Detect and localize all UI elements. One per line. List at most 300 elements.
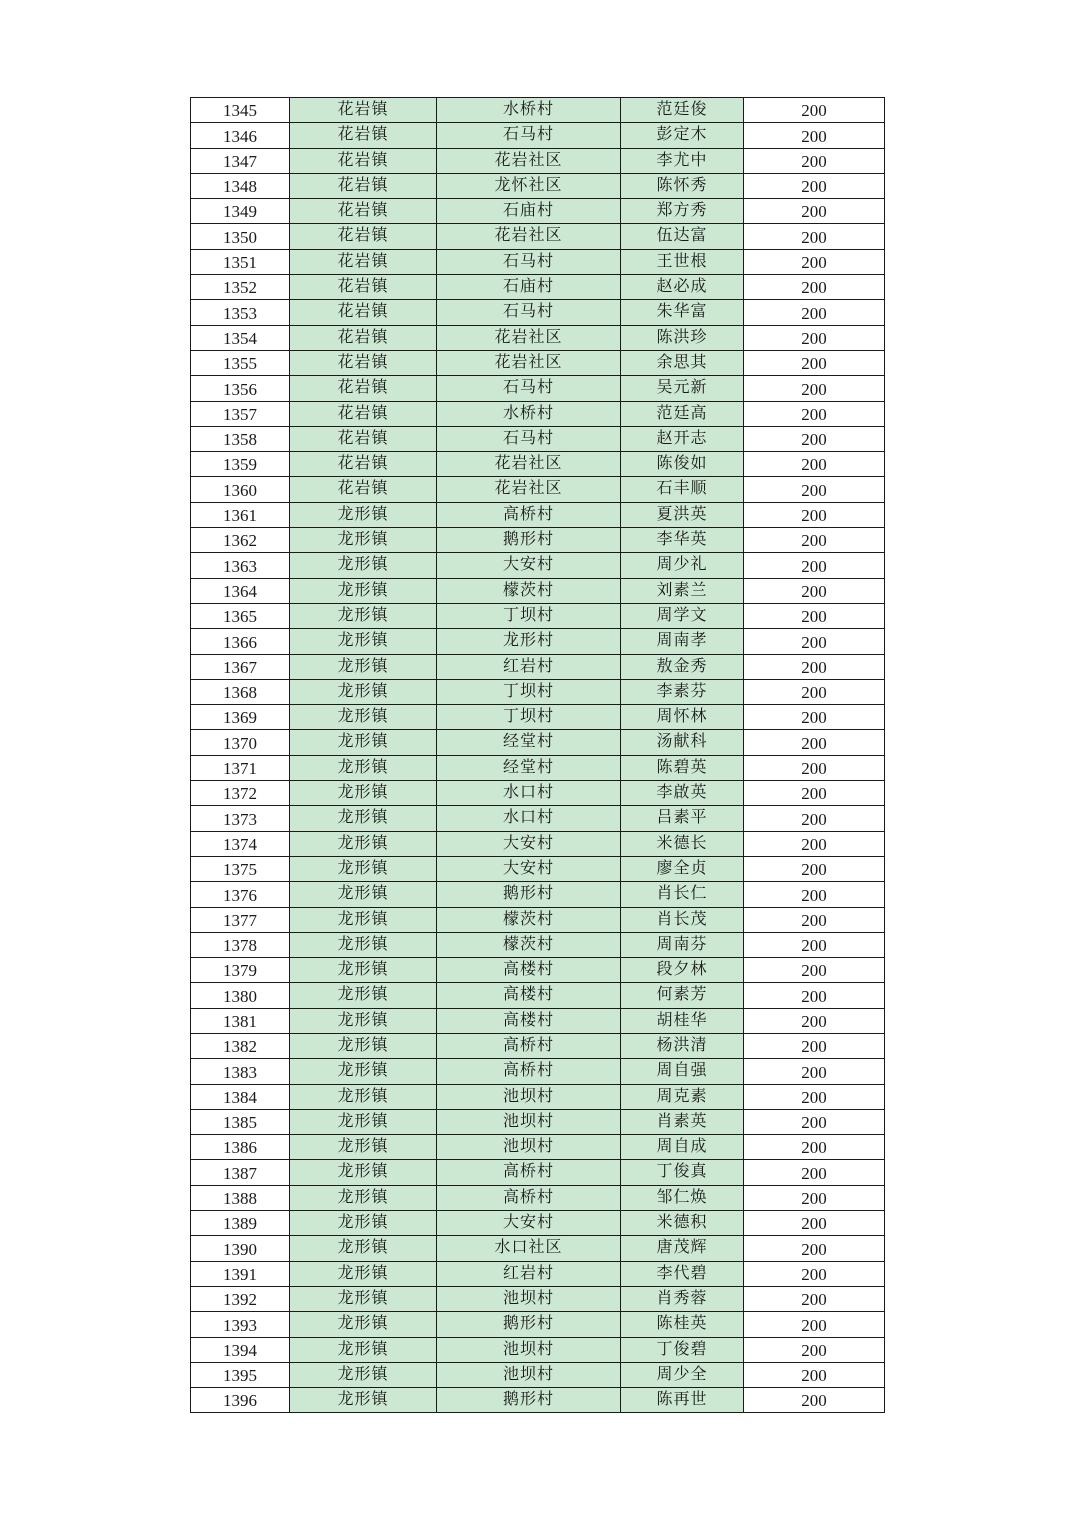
cell-amount: 200: [744, 831, 885, 856]
cell-amount: 200: [744, 1160, 885, 1185]
cell-number: 1367: [191, 654, 290, 679]
cell-number: 1394: [191, 1337, 290, 1362]
cell-amount: 200: [744, 224, 885, 249]
cell-number: 1351: [191, 249, 290, 274]
cell-village: 石马村: [437, 123, 621, 148]
cell-number: 1392: [191, 1286, 290, 1311]
table-row: [191, 148, 885, 173]
cell-village: 石马村: [437, 376, 621, 401]
cell-number: 1368: [191, 679, 290, 704]
cell-number: 1353: [191, 300, 290, 325]
cell-number: 1372: [191, 781, 290, 806]
cell-town: 龙形镇: [290, 1261, 437, 1286]
cell-village: 高桥村: [437, 1059, 621, 1084]
cell-number: 1349: [191, 199, 290, 224]
cell-amount: 200: [744, 1337, 885, 1362]
cell-amount: 200: [744, 401, 885, 426]
cell-number: 1384: [191, 1084, 290, 1109]
table-row: [191, 553, 885, 578]
cell-town: 龙形镇: [290, 528, 437, 553]
cell-village: 花岩社区: [437, 477, 621, 502]
table-row: [191, 224, 885, 249]
cell-village: 池坝村: [437, 1286, 621, 1311]
table-row: [191, 705, 885, 730]
cell-number: 1391: [191, 1261, 290, 1286]
cell-town: 龙形镇: [290, 856, 437, 881]
cell-village: 檬茨村: [437, 907, 621, 932]
cell-name: 朱华富: [621, 300, 744, 325]
cell-name: 米德积: [621, 1211, 744, 1236]
cell-name: 丁俊真: [621, 1160, 744, 1185]
cell-village: 花岩社区: [437, 452, 621, 477]
cell-name: 肖长茂: [621, 907, 744, 932]
cell-number: 1347: [191, 148, 290, 173]
table-container: [190, 97, 884, 1413]
cell-town: 龙形镇: [290, 932, 437, 957]
cell-name: 郑方秀: [621, 199, 744, 224]
cell-name: 周学文: [621, 603, 744, 628]
cell-town: 龙形镇: [290, 679, 437, 704]
table-row: [191, 1160, 885, 1185]
cell-name: 唐茂辉: [621, 1236, 744, 1261]
table-row: [191, 958, 885, 983]
cell-number: 1380: [191, 983, 290, 1008]
cell-town: 花岩镇: [290, 300, 437, 325]
cell-number: 1365: [191, 603, 290, 628]
cell-village: 鹅形村: [437, 882, 621, 907]
cell-name: 丁俊碧: [621, 1337, 744, 1362]
cell-number: 1352: [191, 275, 290, 300]
cell-village: 大安村: [437, 553, 621, 578]
cell-town: 花岩镇: [290, 98, 437, 123]
cell-village: 高楼村: [437, 1008, 621, 1033]
cell-village: 池坝村: [437, 1109, 621, 1134]
table-row: [191, 1109, 885, 1134]
cell-amount: 200: [744, 199, 885, 224]
table-row: [191, 856, 885, 881]
cell-village: 石庙村: [437, 275, 621, 300]
table-row: [191, 882, 885, 907]
table-row: [191, 376, 885, 401]
table-row: [191, 199, 885, 224]
cell-town: 龙形镇: [290, 629, 437, 654]
cell-village: 大安村: [437, 856, 621, 881]
cell-town: 花岩镇: [290, 249, 437, 274]
cell-number: 1382: [191, 1033, 290, 1058]
cell-name: 李尤中: [621, 148, 744, 173]
cell-village: 水口村: [437, 806, 621, 831]
cell-town: 龙形镇: [290, 907, 437, 932]
cell-name: 范廷俊: [621, 98, 744, 123]
cell-name: 余思其: [621, 350, 744, 375]
cell-amount: 200: [744, 1033, 885, 1058]
cell-village: 花岩社区: [437, 148, 621, 173]
cell-name: 周自强: [621, 1059, 744, 1084]
cell-name: 吕素平: [621, 806, 744, 831]
cell-town: 龙形镇: [290, 1236, 437, 1261]
cell-name: 周南孝: [621, 629, 744, 654]
table-row: [191, 1286, 885, 1311]
cell-name: 陈怀秀: [621, 173, 744, 198]
cell-village: 水口村: [437, 781, 621, 806]
cell-town: 龙形镇: [290, 1160, 437, 1185]
cell-amount: 200: [744, 932, 885, 957]
table-row: [191, 1236, 885, 1261]
cell-number: 1393: [191, 1312, 290, 1337]
cell-village: 花岩社区: [437, 350, 621, 375]
cell-village: 龙形村: [437, 629, 621, 654]
cell-village: 檬茨村: [437, 578, 621, 603]
table-row: [191, 426, 885, 451]
cell-town: 龙形镇: [290, 831, 437, 856]
cell-town: 龙形镇: [290, 603, 437, 628]
cell-village: 池坝村: [437, 1135, 621, 1160]
cell-town: 花岩镇: [290, 426, 437, 451]
cell-name: 周南芬: [621, 932, 744, 957]
cell-town: 龙形镇: [290, 1059, 437, 1084]
cell-name: 陈桂英: [621, 1312, 744, 1337]
cell-amount: 200: [744, 603, 885, 628]
cell-town: 龙形镇: [290, 1135, 437, 1160]
cell-number: 1361: [191, 502, 290, 527]
cell-town: 龙形镇: [290, 806, 437, 831]
table-row: [191, 477, 885, 502]
cell-number: 1378: [191, 932, 290, 957]
table-row: [191, 629, 885, 654]
cell-town: 龙形镇: [290, 755, 437, 780]
table-row: [191, 1261, 885, 1286]
cell-amount: 200: [744, 477, 885, 502]
cell-number: 1360: [191, 477, 290, 502]
cell-amount: 200: [744, 553, 885, 578]
cell-name: 赵开志: [621, 426, 744, 451]
cell-number: 1357: [191, 401, 290, 426]
cell-name: 夏洪英: [621, 502, 744, 527]
cell-town: 龙形镇: [290, 983, 437, 1008]
cell-number: 1388: [191, 1185, 290, 1210]
cell-amount: 200: [744, 502, 885, 527]
cell-name: 胡桂华: [621, 1008, 744, 1033]
cell-number: 1395: [191, 1362, 290, 1387]
cell-town: 龙形镇: [290, 781, 437, 806]
table-row: [191, 654, 885, 679]
cell-village: 丁坝村: [437, 679, 621, 704]
cell-amount: 200: [744, 1135, 885, 1160]
cell-amount: 200: [744, 856, 885, 881]
cell-amount: 200: [744, 806, 885, 831]
cell-name: 范廷高: [621, 401, 744, 426]
cell-town: 龙形镇: [290, 1185, 437, 1210]
cell-amount: 200: [744, 1236, 885, 1261]
cell-amount: 200: [744, 730, 885, 755]
cell-village: 水桥村: [437, 401, 621, 426]
cell-town: 花岩镇: [290, 224, 437, 249]
cell-amount: 200: [744, 173, 885, 198]
cell-name: 米德长: [621, 831, 744, 856]
recipient-table: [190, 97, 885, 1413]
cell-amount: 200: [744, 350, 885, 375]
table-row: [191, 1008, 885, 1033]
cell-name: 杨洪清: [621, 1033, 744, 1058]
table-row: [191, 401, 885, 426]
cell-town: 花岩镇: [290, 376, 437, 401]
cell-town: 龙形镇: [290, 1211, 437, 1236]
cell-number: 1376: [191, 882, 290, 907]
cell-amount: 200: [744, 426, 885, 451]
cell-name: 陈俊如: [621, 452, 744, 477]
cell-amount: 200: [744, 1286, 885, 1311]
cell-name: 何素芳: [621, 983, 744, 1008]
table-row: [191, 730, 885, 755]
cell-amount: 200: [744, 325, 885, 350]
cell-number: 1356: [191, 376, 290, 401]
cell-town: 龙形镇: [290, 705, 437, 730]
cell-number: 1371: [191, 755, 290, 780]
cell-name: 段夕林: [621, 958, 744, 983]
cell-number: 1375: [191, 856, 290, 881]
table-row: [191, 603, 885, 628]
cell-village: 石马村: [437, 426, 621, 451]
cell-town: 花岩镇: [290, 173, 437, 198]
cell-town: 龙形镇: [290, 578, 437, 603]
cell-name: 石丰顺: [621, 477, 744, 502]
cell-village: 石庙村: [437, 199, 621, 224]
cell-village: 龙怀社区: [437, 173, 621, 198]
cell-amount: 200: [744, 148, 885, 173]
cell-village: 池坝村: [437, 1362, 621, 1387]
cell-village: 高桥村: [437, 502, 621, 527]
cell-amount: 200: [744, 1008, 885, 1033]
cell-village: 鹅形村: [437, 1388, 621, 1413]
cell-amount: 200: [744, 654, 885, 679]
cell-village: 大安村: [437, 831, 621, 856]
cell-village: 檬茨村: [437, 932, 621, 957]
cell-amount: 200: [744, 1261, 885, 1286]
cell-town: 花岩镇: [290, 199, 437, 224]
cell-village: 高桥村: [437, 1033, 621, 1058]
cell-town: 龙形镇: [290, 1388, 437, 1413]
cell-number: 1362: [191, 528, 290, 553]
table-row: [191, 452, 885, 477]
cell-town: 龙形镇: [290, 1084, 437, 1109]
cell-name: 吴元新: [621, 376, 744, 401]
table-row: [191, 123, 885, 148]
cell-number: 1345: [191, 98, 290, 123]
cell-town: 花岩镇: [290, 401, 437, 426]
cell-town: 花岩镇: [290, 325, 437, 350]
cell-town: 龙形镇: [290, 882, 437, 907]
cell-town: 龙形镇: [290, 1337, 437, 1362]
cell-number: 1373: [191, 806, 290, 831]
cell-name: 邹仁焕: [621, 1185, 744, 1210]
cell-name: 敖金秀: [621, 654, 744, 679]
cell-name: 赵必成: [621, 275, 744, 300]
cell-village: 鹅形村: [437, 1312, 621, 1337]
cell-village: 高桥村: [437, 1160, 621, 1185]
cell-amount: 200: [744, 300, 885, 325]
table-row: [191, 528, 885, 553]
cell-town: 花岩镇: [290, 275, 437, 300]
cell-village: 红岩村: [437, 1261, 621, 1286]
table-body: [191, 98, 885, 1413]
cell-village: 石马村: [437, 249, 621, 274]
table-row: [191, 831, 885, 856]
table-row: [191, 275, 885, 300]
cell-village: 花岩社区: [437, 224, 621, 249]
cell-town: 龙形镇: [290, 502, 437, 527]
cell-village: 丁坝村: [437, 603, 621, 628]
cell-amount: 200: [744, 249, 885, 274]
table-row: [191, 300, 885, 325]
cell-name: 肖秀蓉: [621, 1286, 744, 1311]
cell-number: 1377: [191, 907, 290, 932]
table-row: [191, 1084, 885, 1109]
cell-name: 刘素兰: [621, 578, 744, 603]
cell-number: 1370: [191, 730, 290, 755]
cell-town: 龙形镇: [290, 1312, 437, 1337]
cell-village: 花岩社区: [437, 325, 621, 350]
table-row: [191, 1312, 885, 1337]
cell-amount: 200: [744, 781, 885, 806]
cell-name: 周少礼: [621, 553, 744, 578]
table-row: [191, 1059, 885, 1084]
cell-number: 1383: [191, 1059, 290, 1084]
cell-village: 池坝村: [437, 1337, 621, 1362]
cell-village: 水口社区: [437, 1236, 621, 1261]
cell-village: 高桥村: [437, 1185, 621, 1210]
cell-number: 1385: [191, 1109, 290, 1134]
cell-village: 经堂村: [437, 755, 621, 780]
cell-village: 石马村: [437, 300, 621, 325]
cell-town: 龙形镇: [290, 1362, 437, 1387]
cell-name: 王世根: [621, 249, 744, 274]
cell-number: 1348: [191, 173, 290, 198]
cell-town: 花岩镇: [290, 452, 437, 477]
cell-village: 经堂村: [437, 730, 621, 755]
cell-village: 池坝村: [437, 1084, 621, 1109]
cell-number: 1358: [191, 426, 290, 451]
table-row: [191, 98, 885, 123]
table-row: [191, 325, 885, 350]
cell-town: 花岩镇: [290, 350, 437, 375]
cell-town: 龙形镇: [290, 654, 437, 679]
table-row: [191, 907, 885, 932]
cell-number: 1396: [191, 1388, 290, 1413]
cell-village: 高楼村: [437, 958, 621, 983]
cell-name: 周少全: [621, 1362, 744, 1387]
cell-number: 1364: [191, 578, 290, 603]
cell-amount: 200: [744, 1388, 885, 1413]
table-row: [191, 578, 885, 603]
cell-number: 1379: [191, 958, 290, 983]
cell-number: 1354: [191, 325, 290, 350]
cell-town: 龙形镇: [290, 1008, 437, 1033]
cell-town: 花岩镇: [290, 477, 437, 502]
table-row: [191, 1211, 885, 1236]
cell-village: 红岩村: [437, 654, 621, 679]
cell-name: 陈碧英: [621, 755, 744, 780]
cell-number: 1350: [191, 224, 290, 249]
cell-name: 李华英: [621, 528, 744, 553]
cell-town: 龙形镇: [290, 1286, 437, 1311]
table-row: [191, 932, 885, 957]
cell-amount: 200: [744, 1084, 885, 1109]
cell-amount: 200: [744, 705, 885, 730]
cell-amount: 200: [744, 376, 885, 401]
cell-amount: 200: [744, 98, 885, 123]
cell-number: 1355: [191, 350, 290, 375]
cell-town: 花岩镇: [290, 123, 437, 148]
cell-amount: 200: [744, 578, 885, 603]
cell-name: 周克素: [621, 1084, 744, 1109]
table-row: [191, 1185, 885, 1210]
cell-town: 花岩镇: [290, 148, 437, 173]
cell-amount: 200: [744, 755, 885, 780]
table-row: [191, 249, 885, 274]
cell-number: 1363: [191, 553, 290, 578]
table-row: [191, 983, 885, 1008]
cell-number: 1374: [191, 831, 290, 856]
cell-amount: 200: [744, 907, 885, 932]
table-row: [191, 806, 885, 831]
cell-number: 1386: [191, 1135, 290, 1160]
cell-amount: 200: [744, 629, 885, 654]
cell-amount: 200: [744, 958, 885, 983]
cell-amount: 200: [744, 1211, 885, 1236]
cell-amount: 200: [744, 1362, 885, 1387]
cell-amount: 200: [744, 528, 885, 553]
cell-name: 肖素英: [621, 1109, 744, 1134]
cell-village: 高楼村: [437, 983, 621, 1008]
cell-town: 龙形镇: [290, 553, 437, 578]
cell-amount: 200: [744, 275, 885, 300]
table-row: [191, 350, 885, 375]
cell-amount: 200: [744, 1109, 885, 1134]
cell-town: 龙形镇: [290, 1033, 437, 1058]
cell-name: 伍达富: [621, 224, 744, 249]
cell-village: 大安村: [437, 1211, 621, 1236]
cell-name: 廖全贞: [621, 856, 744, 881]
table-row: [191, 679, 885, 704]
cell-number: 1389: [191, 1211, 290, 1236]
cell-name: 陈再世: [621, 1388, 744, 1413]
cell-name: 李代碧: [621, 1261, 744, 1286]
table-row: [191, 1033, 885, 1058]
cell-amount: 200: [744, 1185, 885, 1210]
table-row: [191, 1388, 885, 1413]
cell-number: 1369: [191, 705, 290, 730]
cell-town: 龙形镇: [290, 730, 437, 755]
table-row: [191, 1337, 885, 1362]
cell-name: 周自成: [621, 1135, 744, 1160]
cell-name: 肖长仁: [621, 882, 744, 907]
cell-amount: 200: [744, 1312, 885, 1337]
cell-name: 周怀林: [621, 705, 744, 730]
cell-number: 1359: [191, 452, 290, 477]
cell-village: 鹅形村: [437, 528, 621, 553]
cell-name: 李素芬: [621, 679, 744, 704]
table-row: [191, 502, 885, 527]
cell-name: 彭定木: [621, 123, 744, 148]
cell-amount: 200: [744, 452, 885, 477]
cell-name: 李啟英: [621, 781, 744, 806]
cell-amount: 200: [744, 1059, 885, 1084]
cell-number: 1346: [191, 123, 290, 148]
cell-number: 1390: [191, 1236, 290, 1261]
cell-amount: 200: [744, 882, 885, 907]
table-row: [191, 1135, 885, 1160]
table-row: [191, 1362, 885, 1387]
